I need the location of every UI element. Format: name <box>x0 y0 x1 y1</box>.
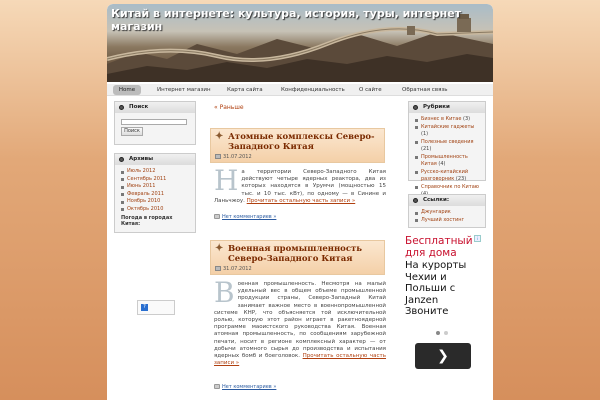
post-body: Н а территории Северо-Западного Китая действуют четыре ядерных реактора, два из которых находятся в Урумчи (мощностью 15 тыс. и 10 тыс. кВт), по одному — в Синине и Ланьчжоу. Прочитать остальную часть записи » <box>214 164 386 204</box>
link-item[interactable]: Лучший хостинг <box>415 217 481 225</box>
read-more-link[interactable]: Прочитать остальную часть записи » <box>214 353 387 367</box>
weather-widget[interactable] <box>137 300 175 315</box>
bullet-icon <box>119 105 124 110</box>
search-button[interactable]: Поиск <box>121 127 143 136</box>
comment-icon <box>214 214 220 219</box>
rubric-item[interactable]: Промышленность Китая (4) <box>415 154 481 169</box>
rubrics-widget-title: Рубрики <box>409 102 485 113</box>
ad-next-button[interactable]: ❯ <box>415 343 471 369</box>
bullet-icon <box>413 105 418 110</box>
ad-banner[interactable] <box>405 235 480 375</box>
ad-info-icon[interactable]: i <box>474 235 481 242</box>
archives-widget <box>114 153 196 233</box>
dropcap: Н <box>214 164 239 197</box>
rubric-item[interactable]: Китайские гаджеты (1) <box>415 124 481 139</box>
archive-item[interactable]: Сентябрь 2011 <box>121 176 191 184</box>
links-widget <box>408 194 486 228</box>
comments-link-row <box>214 214 276 220</box>
header-banner <box>107 4 493 82</box>
bullet-icon <box>413 198 418 203</box>
nav-contact[interactable]: Обратная связь <box>402 87 448 93</box>
site-title[interactable]: Китай в интернете: культура, история, туры, интернет магазин <box>111 7 462 33</box>
post-body: В оенная промышленность. Несмотря на малый удельный вес в общем объеме промышленной продукции страны, Северо-Западный Китай занимает важное место в военнопромышленной системе КНР, что объясняется той исключительной ролью, которую этот район играет в ракетноядерной программе маоистского руководства Китая. Военная атомная промышленность, по сообщениям зарубежной печати, носит в регионе комплексный характер — от добычи атомного сырья до производства и испытания ядерных бомб и боеголовок. Прочитать остальную часть записи » <box>214 276 387 367</box>
nav-privacy[interactable]: Конфиденциальность <box>281 87 345 93</box>
post-date: 31.07.2012 <box>211 154 384 162</box>
rubric-item[interactable]: Справочник по Китаю <box>415 184 481 199</box>
post-date: 31.07.2012 <box>211 266 384 274</box>
older-posts-link[interactable]: « Раньше <box>214 104 244 111</box>
bullet-icon <box>119 157 124 162</box>
archive-item[interactable]: Февраль 2011 <box>121 191 191 199</box>
calendar-icon <box>215 266 221 271</box>
post-header <box>210 240 385 275</box>
archive-item[interactable]: Ноябрь 2010 <box>121 198 191 206</box>
post-title[interactable]: ✦ Военная промышленность Северо-Западного Китая <box>215 243 363 264</box>
main-nav <box>107 84 493 96</box>
comments-link[interactable]: Нет комментариев » <box>222 384 277 390</box>
archive-item[interactable]: Октябрь 2010 <box>121 206 191 214</box>
read-more-link[interactable]: Прочитать остальную часть записи » <box>246 197 356 204</box>
post-header <box>210 128 385 163</box>
search-widget <box>114 101 196 145</box>
search-input[interactable] <box>121 119 187 125</box>
nav-sitemap[interactable]: Карта сайта <box>227 87 263 93</box>
ad-pagination <box>436 330 452 337</box>
question-icon: ? <box>141 304 148 311</box>
ad-text[interactable]: На курорты Чехии и Польши с Janzen Звоните <box>405 260 467 317</box>
nav-about[interactable]: О сайте <box>359 87 382 93</box>
calendar-icon <box>215 154 221 159</box>
weather-heading: Погода в городах Китая: <box>121 215 173 227</box>
search-widget-title: Поиск <box>115 102 195 113</box>
archives-widget-title: Архивы <box>115 154 195 165</box>
comments-link[interactable]: Нет комментариев » <box>222 214 277 220</box>
comment-icon <box>214 384 220 389</box>
post-icon: ✦ <box>215 243 224 254</box>
archive-item[interactable]: Июнь 2011 <box>121 183 191 191</box>
links-widget-title: Ссылки: <box>409 195 485 206</box>
post-title[interactable]: ✦ Атомные комплексы Северо-Западного Китая <box>215 131 375 152</box>
ad-headline[interactable]: Бесплатный для дома <box>405 235 473 259</box>
nav-shop[interactable]: Интернет магазин <box>157 87 211 93</box>
rubrics-widget <box>408 101 486 190</box>
post-icon: ✦ <box>215 131 224 142</box>
comments-link-row <box>214 384 276 390</box>
link-item[interactable]: Джунгарик <box>415 209 481 217</box>
archive-item[interactable]: Июль 2012 <box>121 168 191 176</box>
rubric-item[interactable]: Бизнес в Китае (3) <box>415 116 481 124</box>
rubric-item[interactable]: Полезные сведения (21) <box>415 139 481 154</box>
rubric-item[interactable]: Русско-китайский разговорник (23) <box>415 169 481 184</box>
nav-home[interactable]: Home <box>113 85 141 95</box>
dropcap: В <box>214 276 235 309</box>
